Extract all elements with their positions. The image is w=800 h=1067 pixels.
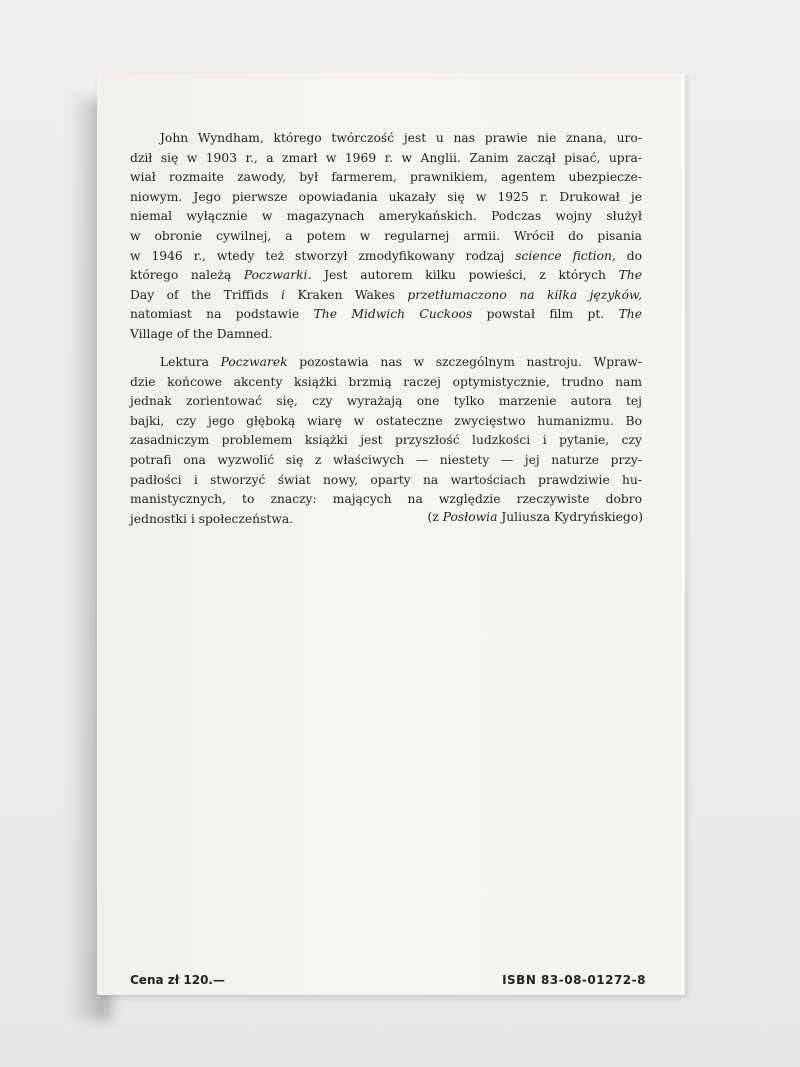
attribution-source: Posłowia	[442, 510, 498, 524]
italic-title: .	[268, 326, 273, 341]
summary-paragraph	[130, 353, 642, 529]
text-line: wiał rozmaite zawody, był farmerem, prawnikiem, agentem ubezpiecze-	[130, 170, 642, 185]
text-line: John Wyndham, którego twórczość jest u nas prawie nie znana, uro-	[160, 131, 642, 145]
text-line: dzie końcowe akcenty książki brzmią raczej optymistycznie, trudno nam	[130, 374, 642, 389]
attribution-open: (z	[427, 510, 443, 524]
text-line: jednak zorientować się, czy wyrażają one tylko marzenie autora tej	[130, 394, 642, 409]
text-line	[130, 266, 642, 286]
text-segment: natomiast na podstawie	[130, 307, 314, 322]
italic-title: przetłumaczono na kilka języków,	[394, 287, 642, 302]
text-line: niowym. Jego pierwsze opowiadania ukazały się w 1925 r. Drukował je	[130, 189, 642, 204]
price-label: Cena zł 120.—	[130, 973, 225, 987]
text-line	[130, 325, 642, 345]
text-line: dził się w 1903 r., a zmarł w 1969 r. w Anglii. Zanim zaczął pisać, upra-	[130, 150, 642, 165]
text-segment: Village of the Damned	[130, 326, 269, 341]
text-line: w obronie cywilnej, a potem w regularnej armii. Wrócił do pisania	[130, 228, 642, 243]
text-segment: . Jest autorem kilku powieści, z których	[307, 268, 619, 283]
italic-title: Poczwarek	[220, 355, 288, 369]
text-line: manistycznych, to znaczy: mających na względzie rzeczywiste dobro	[130, 492, 642, 507]
text-line: potrafi ona wyzwolić się z właściwych — niestety — jej naturze przy-	[130, 452, 642, 467]
text-segment: w 1946 r., wtedy też stworzył zmodyfikowany rodzaj	[130, 248, 516, 263]
text-segment: , do	[611, 248, 642, 263]
text-segment: powstał film pt.	[472, 307, 619, 322]
italic-title: i	[268, 287, 298, 302]
italic-title: science fiction	[515, 248, 612, 263]
author-bio-paragraph	[130, 129, 642, 345]
italic-title: Poczwarki	[243, 268, 308, 283]
text-line	[130, 353, 642, 373]
text-segment: Lektura	[160, 355, 221, 369]
text-line	[130, 286, 642, 306]
text-line	[130, 305, 642, 325]
isbn-label: ISBN 83-08-01272-8	[502, 973, 646, 987]
attribution	[428, 510, 643, 524]
text-segment: Day of the Triffids	[130, 287, 269, 302]
page-edge	[681, 73, 685, 995]
attribution-author: Juliusza Kydryńskiego)	[497, 510, 643, 524]
text-line: bajki, czy jego głęboką wiarę w ostateczne zwycięstwo humanizmu. Bo	[130, 413, 642, 428]
text-line: niemal wyłącznie w magazynach amerykańskich. Podczas wojny służył	[130, 209, 642, 224]
italic-title: The	[618, 307, 642, 322]
italic-title: The Midwich Cuckoos	[313, 307, 473, 322]
text-line	[130, 247, 642, 267]
text-segment: którego należą	[130, 268, 244, 283]
text-segment: Kraken Wakes	[297, 287, 395, 302]
text-line: jednostki i społeczeństwa.	[130, 511, 294, 526]
book-back-cover	[97, 73, 685, 995]
italic-title: The	[618, 268, 642, 283]
text-segment: pozostawia nas w szczególnym nastroju. Wpraw-	[287, 355, 642, 369]
text-line: zasadniczym problemem książki jest przyszłość ludzkości i pytanie, czy	[130, 433, 642, 448]
text-line: padłości i stworzyć świat nowy, oparty na wartościach prawdziwie hu-	[130, 472, 642, 487]
